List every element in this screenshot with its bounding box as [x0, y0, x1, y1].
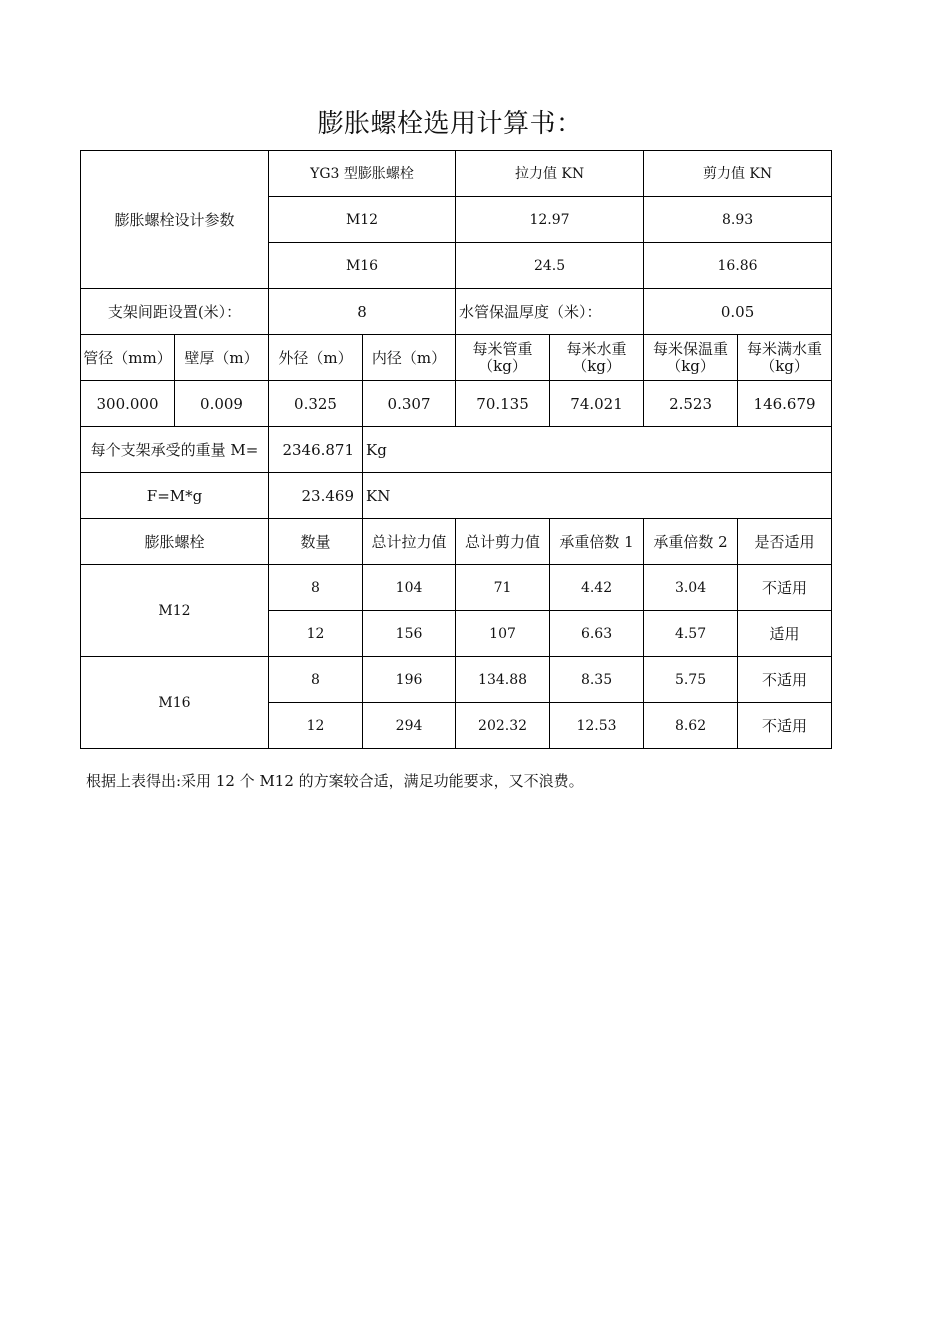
full-weight-header-line2: （kg）: [760, 356, 809, 375]
result-factor2: 4.57: [644, 611, 738, 657]
pipe-weight-value: 70.135: [456, 381, 550, 427]
param-shear: 16.86: [644, 243, 832, 289]
design-params-label: 膨胀螺栓设计参数: [81, 151, 269, 289]
inner-header: 内径（m）: [363, 335, 456, 381]
result-shear: 134.88: [456, 657, 550, 703]
result-factor1: 4.42: [550, 565, 644, 611]
result-row: [81, 657, 832, 703]
total-tension-header: 总计拉力值: [363, 519, 456, 565]
insulation-weight-header-line2: （kg）: [666, 356, 715, 375]
insulation-weight-header: [644, 335, 738, 381]
result-bolt-model: M16: [81, 657, 269, 749]
insulation-weight-header-line1: 每米保温重: [653, 339, 729, 358]
diameter-header: 管径（mm）: [81, 335, 175, 381]
support-weight-value: 2346.871: [269, 427, 363, 473]
result-count: 12: [269, 611, 363, 657]
result-count: 12: [269, 703, 363, 749]
inner-value: 0.307: [363, 381, 456, 427]
conclusion-text: 根据上表得出:采用 12 个 M12 的方案较合适，满足功能要求，又不浪费。: [86, 772, 584, 790]
calculation-table: [80, 150, 832, 749]
result-shear: 71: [456, 565, 550, 611]
wall-header: 壁厚（m）: [175, 335, 269, 381]
suitable-header: 是否适用: [738, 519, 832, 565]
full-weight-header-line1: 每米满水重: [747, 339, 823, 358]
param-shear: 8.93: [644, 197, 832, 243]
outer-header: 外径（m）: [269, 335, 363, 381]
param-model: M16: [269, 243, 456, 289]
water-weight-header: [550, 335, 644, 381]
full-weight-header: [738, 335, 832, 381]
result-count: 8: [269, 565, 363, 611]
insulation-weight-value: 2.523: [644, 381, 738, 427]
tension-header: 拉力值 KN: [456, 151, 644, 197]
insulation-label: 水管保温厚度（米）：: [456, 289, 644, 335]
result-bolt-model: M12: [81, 565, 269, 657]
result-factor1: 6.63: [550, 611, 644, 657]
result-suitable: 不适用: [738, 657, 832, 703]
diameter-value: 300.000: [81, 381, 175, 427]
result-shear: 107: [456, 611, 550, 657]
result-shear: 202.32: [456, 703, 550, 749]
page-title: 膨胀螺栓选用计算书：: [317, 109, 583, 139]
result-factor2: 8.62: [644, 703, 738, 749]
total-shear-header: 总计剪力值: [456, 519, 550, 565]
support-weight-label: 每个支架承受的重量 M=: [81, 427, 269, 473]
bolt-header: 膨胀螺栓: [81, 519, 269, 565]
force-unit: KN: [363, 473, 832, 519]
shear-header: 剪力值 KN: [644, 151, 832, 197]
param-tension: 12.97: [456, 197, 644, 243]
water-weight-value: 74.021: [550, 381, 644, 427]
support-weight-row: [81, 427, 832, 473]
result-suitable: 不适用: [738, 565, 832, 611]
pipe-weight-header-line2: （kg）: [478, 356, 527, 375]
results-header-row: [81, 519, 832, 565]
pipe-weight-header: [456, 335, 550, 381]
force-value: 23.469: [269, 473, 363, 519]
result-suitable: 不适用: [738, 703, 832, 749]
factor2-header: 承重倍数 2: [644, 519, 738, 565]
insulation-value: 0.05: [644, 289, 832, 335]
result-row: [81, 565, 832, 611]
force-label: F=M*g: [81, 473, 269, 519]
outer-value: 0.325: [269, 381, 363, 427]
result-count: 8: [269, 657, 363, 703]
spacing-row: [81, 289, 832, 335]
spacing-label: 支架间距设置(米）：: [81, 289, 269, 335]
water-weight-header-line1: 每米水重: [566, 339, 627, 358]
water-weight-header-line2: （kg）: [572, 356, 621, 375]
bolt-type-header: YG3 型膨胀螺栓: [269, 151, 456, 197]
param-tension: 24.5: [456, 243, 644, 289]
pipe-values-row: [81, 381, 832, 427]
factor1-header: 承重倍数 1: [550, 519, 644, 565]
result-tension: 104: [363, 565, 456, 611]
result-factor2: 5.75: [644, 657, 738, 703]
wall-value: 0.009: [175, 381, 269, 427]
spacing-value: 8: [269, 289, 456, 335]
param-model: M12: [269, 197, 456, 243]
result-tension: 294: [363, 703, 456, 749]
count-header: 数量: [269, 519, 363, 565]
result-factor1: 8.35: [550, 657, 644, 703]
result-factor2: 3.04: [644, 565, 738, 611]
support-weight-unit: Kg: [363, 427, 832, 473]
result-factor1: 12.53: [550, 703, 644, 749]
result-tension: 196: [363, 657, 456, 703]
result-tension: 156: [363, 611, 456, 657]
design-params-header-row: [81, 151, 832, 197]
force-row: [81, 473, 832, 519]
full-weight-value: 146.679: [738, 381, 832, 427]
pipe-header-row: [81, 335, 832, 381]
result-suitable: 适用: [738, 611, 832, 657]
pipe-weight-header-line1: 每米管重: [472, 339, 533, 358]
